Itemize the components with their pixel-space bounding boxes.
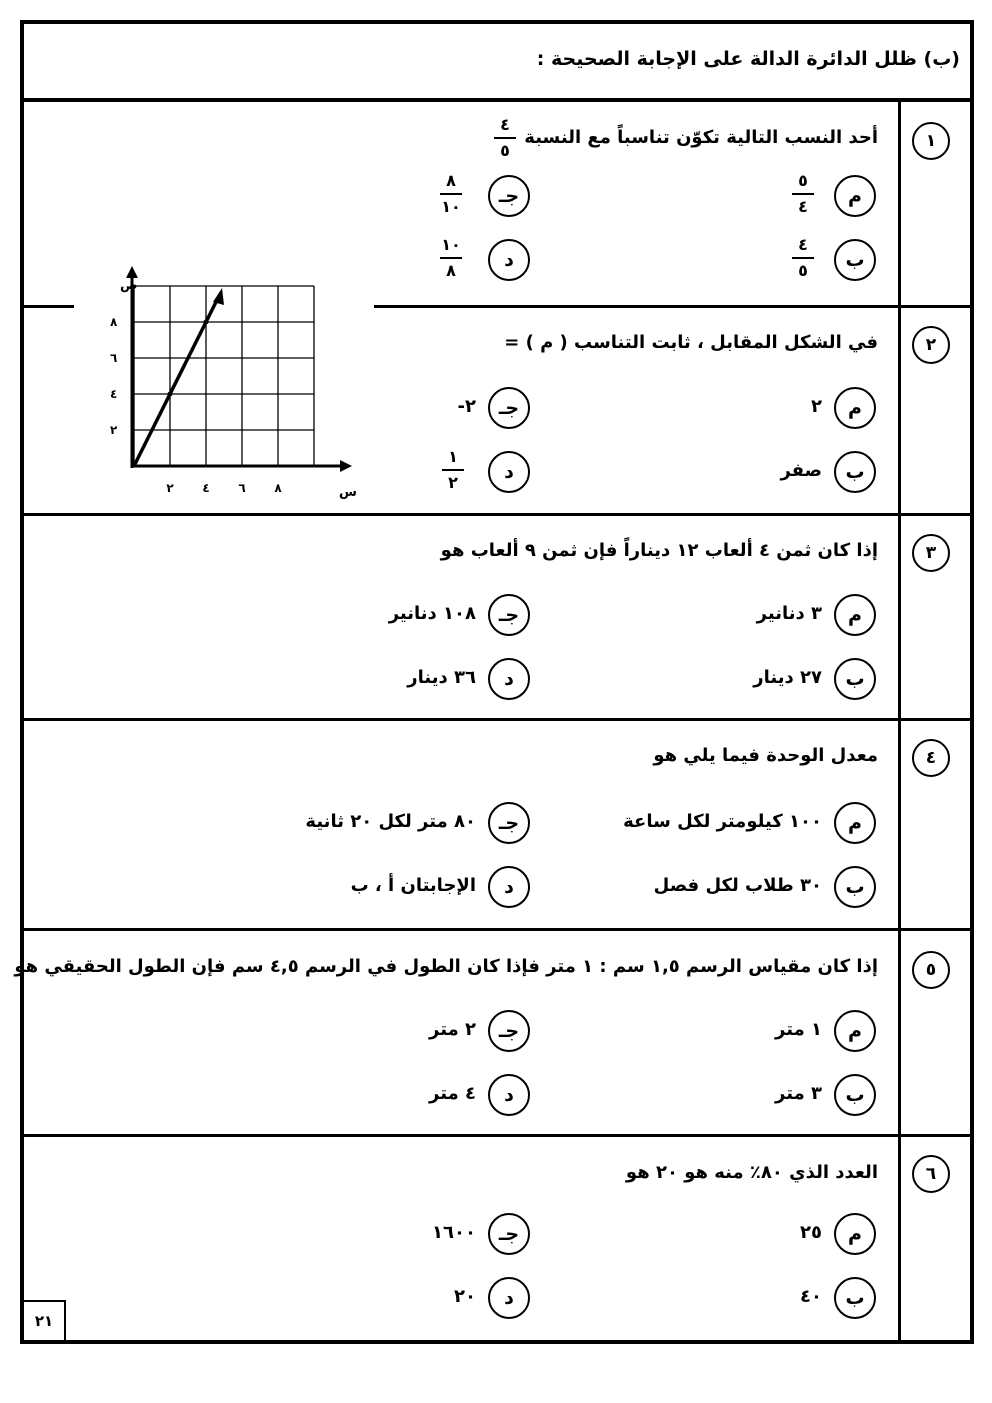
option-text-a: ١ متر [775, 1019, 822, 1040]
option-a[interactable] [504, 802, 880, 844]
option-bubble-a[interactable]: م [834, 387, 876, 429]
option-text-d: ٢٠ [454, 1286, 476, 1307]
option-bubble-c[interactable]: جـ [488, 387, 530, 429]
row-divider [24, 305, 74, 308]
row-divider [24, 1134, 970, 1137]
row-divider [24, 928, 970, 931]
option-text-b: ٤٠ [800, 1286, 822, 1307]
option-text-c: ٢ متر [429, 1019, 476, 1040]
option-text-a: ٢ [811, 396, 822, 417]
option-c[interactable] [384, 1010, 534, 1052]
question-number: ٥ [912, 951, 950, 989]
graph-point [168, 392, 173, 397]
question-number: ٢ [912, 326, 950, 364]
question-text: العدد الذي ٨٠٪ منه هو ٢٠ هو [625, 1162, 878, 1183]
option-text-a: ٣ دنانير [756, 603, 822, 624]
page-number: ٢١ [24, 1300, 66, 1340]
option-c[interactable] [384, 1213, 534, 1255]
option-text-c: ٨٠ متر لكل ٢٠ ثانية [305, 811, 476, 832]
option-fraction-d: ١٠ ٨ [441, 235, 461, 280]
option-bubble-a[interactable]: م [834, 802, 876, 844]
option-bubble-c[interactable]: جـ [488, 802, 530, 844]
option-a[interactable] [504, 594, 880, 636]
option-bubble-d[interactable]: د [488, 866, 530, 908]
question-text: أحد النسب التالية تكوّن تناسباً مع النسبة [524, 127, 878, 148]
option-text-d: ٤ متر [429, 1083, 476, 1104]
y-tick-label: ٨ [110, 315, 118, 329]
proportion-graph [84, 256, 384, 506]
option-text-d: الإجابتان أ ، ب [350, 875, 476, 896]
option-text-c: ١٠٨ دنانير [388, 603, 476, 624]
question-fraction: ٤ ٥ [494, 116, 516, 160]
option-bubble-d[interactable]: د [488, 1074, 530, 1116]
option-bubble-a[interactable]: م [834, 594, 876, 636]
question-text: معدل الوحدة فيما يلي هو [653, 745, 878, 766]
graph-point [204, 320, 209, 325]
option-bubble-b[interactable]: ب [834, 239, 876, 281]
option-text-a: ١٠٠ كيلومتر لكل ساعة [623, 811, 822, 832]
y-tick-label: ٢ [110, 423, 118, 437]
option-a[interactable] [504, 1010, 880, 1052]
option-bubble-d[interactable]: د [488, 451, 530, 493]
question-number: ٦ [912, 1155, 950, 1193]
option-bubble-b[interactable]: ب [834, 451, 876, 493]
option-text-d: ٣٦ دينار [407, 667, 476, 688]
option-text-a: ٢٥ [800, 1222, 822, 1243]
graph-y-label: ص [120, 278, 138, 293]
option-fraction-d: ١ ٢ [442, 448, 464, 492]
option-b[interactable] [504, 451, 880, 493]
option-c[interactable] [254, 802, 534, 844]
option-fraction-c: ٨ ١٠ [441, 171, 461, 216]
option-bubble-d[interactable]: د [488, 1277, 530, 1319]
option-bubble-b[interactable]: ب [834, 866, 876, 908]
option-text-c: ١٦٠٠ [432, 1222, 476, 1243]
option-bubble-c[interactable]: جـ [488, 594, 530, 636]
option-text-b: ٢٧ دينار [753, 667, 822, 688]
option-fraction-a: ٥ ٤ [792, 172, 814, 216]
y-tick-label: ٦ [110, 351, 118, 365]
question-text: إذا كان مقياس الرسم ١,٥ سم : ١ متر فإذا كان الطول في الرسم ٤,٥ سم فإن الطول الحقيقي هو [14, 956, 878, 977]
option-bubble-b[interactable]: ب [834, 1074, 876, 1116]
y-axis-arrow [126, 266, 138, 278]
option-b[interactable] [504, 658, 880, 700]
x-tick-label: ٤ [202, 481, 210, 495]
option-text-b: صفر [780, 460, 822, 481]
option-bubble-c[interactable]: جـ [488, 1213, 530, 1255]
option-bubble-d[interactable]: د [488, 239, 530, 281]
row-divider [24, 513, 970, 516]
section-header [24, 24, 970, 102]
option-d[interactable] [384, 1277, 534, 1319]
x-tick-label: ٦ [238, 481, 246, 495]
question-text: إذا كان ثمن ٤ ألعاب ١٢ ديناراً فإن ثمن ٩ ألعاب هو [440, 540, 878, 561]
graph-grid [134, 286, 314, 466]
option-b[interactable] [504, 866, 880, 908]
x-tick-label: ٨ [274, 481, 282, 495]
x-axis-arrow [340, 460, 352, 472]
question-number: ١ [912, 122, 950, 160]
question-number: ٤ [912, 739, 950, 777]
option-bubble-a[interactable]: م [834, 175, 876, 217]
question-number: ٣ [912, 534, 950, 572]
option-bubble-a[interactable]: م [834, 1213, 876, 1255]
option-b[interactable] [504, 1277, 880, 1319]
option-bubble-b[interactable]: ب [834, 658, 876, 700]
option-d[interactable] [254, 866, 534, 908]
option-a[interactable] [504, 387, 880, 429]
option-text-b: ٣ متر [775, 1083, 822, 1104]
option-d[interactable] [324, 658, 534, 700]
section-instruction: (ب) ظلل الدائرة الدالة على الإجابة الصحيحة : [536, 48, 960, 70]
option-b[interactable] [504, 1074, 880, 1116]
option-bubble-d[interactable]: د [488, 658, 530, 700]
row-divider [374, 305, 970, 308]
option-c[interactable] [424, 387, 534, 429]
option-text-c: ٢- [457, 396, 476, 417]
option-fraction-b: ٤ ٥ [792, 236, 814, 280]
row-divider [24, 718, 970, 721]
option-d[interactable] [384, 1074, 534, 1116]
number-column-divider [898, 102, 901, 1340]
worksheet-frame [14, 20, 974, 1344]
y-tick-label: ٤ [110, 387, 118, 401]
option-c[interactable] [324, 594, 534, 636]
option-bubble-c[interactable]: جـ [488, 175, 530, 217]
option-a[interactable] [504, 1213, 880, 1255]
option-bubble-b[interactable]: ب [834, 1277, 876, 1319]
question-text: في الشكل المقابل ، ثابت التناسب ( م ) = [504, 332, 878, 353]
option-text-b: ٣٠ طلاب لكل فصل [653, 875, 822, 896]
option-bubble-a[interactable]: م [834, 1010, 876, 1052]
graph-x-label: س [339, 485, 357, 500]
x-tick-label: ٢ [166, 481, 174, 495]
option-bubble-c[interactable]: جـ [488, 1010, 530, 1052]
